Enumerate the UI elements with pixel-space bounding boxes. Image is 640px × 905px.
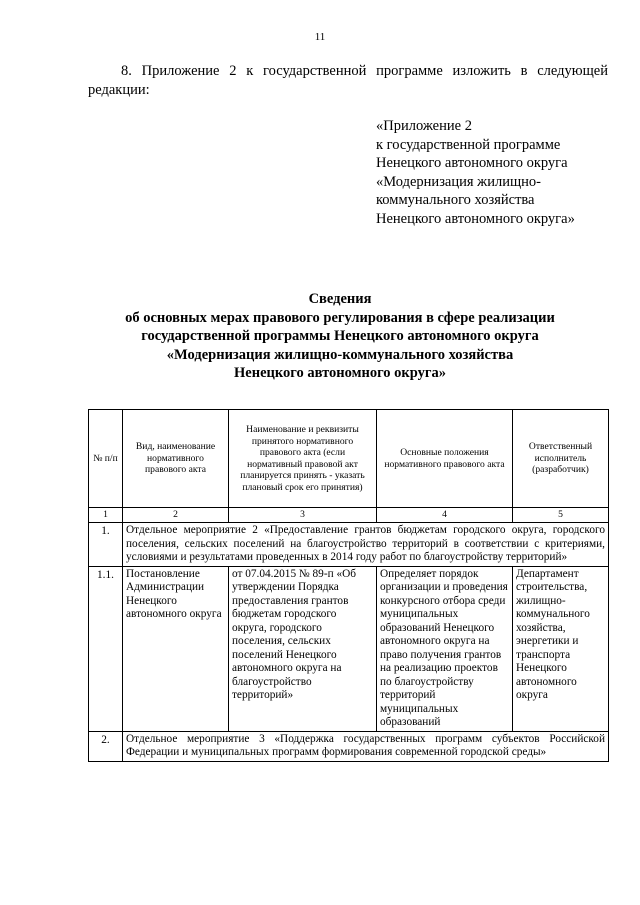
table-row (89, 523, 609, 567)
column-number: 5 (513, 508, 609, 523)
appendix-line: «Модернизация жилищно- (376, 173, 541, 190)
column-number: 3 (229, 508, 377, 523)
header-act-type: Вид, наименование нормативного правового акта (123, 410, 229, 508)
appendix-line: «Приложение 2 (376, 118, 472, 134)
title-line: Сведения (308, 291, 372, 307)
row-number: 2. (89, 731, 123, 761)
title-line: государственной программы Ненецкого автономного округа (141, 328, 539, 344)
title-line: «Модернизация жилищно-коммунального хозяйства (166, 346, 514, 363)
header-provisions: Основные положения нормативного правового акта (377, 410, 513, 508)
amendment-paragraph (88, 62, 608, 100)
column-number: 1 (89, 508, 123, 523)
amendment-text: 8. Приложение 2 к государственной программе изложить в следующей редакции: (88, 63, 608, 98)
appendix-header (376, 117, 626, 228)
row-number: 1. (89, 523, 123, 567)
regulation-measures-table (88, 409, 609, 762)
appendix-line: Ненецкого автономного округа (376, 155, 568, 171)
page-number: 11 (314, 31, 326, 43)
appendix-line: Ненецкого автономного округа» (376, 210, 575, 227)
header-number: № п/п (89, 410, 123, 508)
document-title (80, 290, 600, 383)
appendix-line: к государственной программе (376, 136, 561, 153)
title-line: Ненецкого автономного округа» (234, 365, 446, 381)
measure-description: Отдельное мероприятие 3 «Поддержка государственных программ субъектов Российской Федерации и муниципальных программ формирования современной городской среды» (123, 731, 609, 761)
measure-description: Отдельное мероприятие 2 «Предоставление грантов бюджетам городского округа, городского поселения, сельских поселений на благоустройство территорий в соответствии с критериями, условиями и результатами проведенных в 2014 году работ по благоустройству территорий» (123, 523, 609, 567)
appendix-line: коммунального хозяйства (376, 192, 535, 208)
column-number: 4 (377, 508, 513, 523)
table-row (89, 566, 609, 731)
row-number: 1.1. (89, 566, 123, 731)
provisions-cell: Определяет порядок организации и проведения конкурсного отбора среди муниципальных образований Ненецкого автономного округа на право получения грантов на реализацию проектов по благоустройству территорий муниципальных образований (377, 566, 513, 731)
title-line: об основных мерах правового регулирования в сфере реализации (125, 309, 555, 326)
column-number: 2 (123, 508, 229, 523)
header-act-details: Наименование и реквизиты принятого нормативного правового акта (если нормативный правовой акт планируется принять - указать плановый срок его принятия) (229, 410, 377, 508)
header-responsible: Ответственный исполнитель (разработчик) (513, 410, 609, 508)
responsible-cell: Департамент строительства, жилищно-коммунального хозяйства, энергетики и транспорта Ненецкого автономного округа (513, 566, 609, 731)
act-type-cell: Постановление Администрации Ненецкого автономного округа (123, 566, 229, 731)
table-row (89, 731, 609, 761)
act-details-cell: от 07.04.2015 № 89-п «Об утверждении Порядка предоставления грантов бюджетам городского округа, городского поселения, сельских поселений Ненецкого автономного округа на благоустройство территорий» (229, 566, 377, 731)
